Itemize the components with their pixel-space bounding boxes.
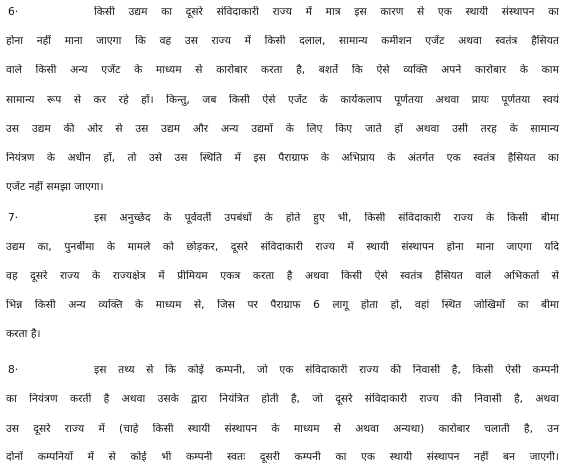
paragraph-6-line-5: उस उद्यम की ओर से उस उद्यम और अन्य उद्यमों के लिए किए जाते हों अथवा उसी तरह के सामान्य [6,123,559,135]
paragraph-6-line-7: एजेंट नहीं समझा जाएगा। [6,181,104,193]
paragraph-6-line-6: नियंत्रण के अधीन हों, तो उसे उस स्थिति में इस पैराग्राफ के अभिप्राय के अंतर्गत एक स्वतंत्र हैसियत का [6,152,559,164]
paragraph-6-line-2: होना नहीं माना जाएगा कि वह उस राज्य में किसी दलाल, सामान्य कमीशन एजेंट अथवा स्वतंत्र हैसियत [6,35,559,47]
paragraph-8-line-3: उस दूसरे राज्य में (चाहे किसी स्थायी संस्थापन के माध्यम से अथवा अन्यथा) कारोबार चलाती है, उन [6,423,559,435]
paragraph-number-8: 8· [8,364,19,376]
paragraph-7-line-2: उद्यम का, पुनर्बीमा के मामले को छोड़कर, दूसरे संविदाकारी राज्य में स्थायी संस्थापन होना माना जाएगा यदि [6,241,559,253]
paragraph-number-7: 7· [8,212,19,224]
paragraph-7-line-4: भिन्न किसी अन्य व्यक्ति के माध्यम से, जिस पर पैराग्राफ 6 लागू होता हो, वहां स्थित जोखिमों का बीमा [6,299,559,311]
paragraph-8-line-1: इस तथ्य से कि कोई कम्पनी, जो एक संविदाकारी राज्य की निवासी है, किसी ऐसी कम्पनी [94,364,559,376]
paragraph-7-line-3: वह दूसरे राज्य के राज्यक्षेत्र में प्रीमियम एकत्र करता है अथवा किसी ऐसे स्वतंत्र हैसियत वाले अभिकर्ता से [6,270,559,282]
paragraph-8-line-2: का नियंत्रण करती है अथवा उसके द्वारा नियंत्रित होती है, जो दूसरे संविदाकारी राज्य की निवासी है, अथवा [6,393,559,405]
paragraph-number-6: 6· [8,6,19,18]
paragraph-7-line-5: करता है। [6,328,41,340]
paragraph-8-line-4: दोनों कम्पनियों में से कोई भी कम्पनी स्वतः दूसरी कम्पनी का एक स्थायी संस्थापन नहीं बन जाएगी। [6,451,559,463]
paragraph-6-line-4: सामान्य रूप से कर रहे हों। किन्तु, जब किसी ऐसे एजेंट के कार्यकलाप पूर्णतया अथवा प्रायः पूर्णतया स्वयं [6,94,559,106]
paragraph-6-line-3: वाले किसी अन्य एजेंट के माध्यम से कारोबार करता है, बशर्ते कि ऐसे व्यक्ति अपने कारोबार के काम [6,64,559,76]
paragraph-6-line-1: किसी उद्यम का दूसरे संविदाकारी राज्य में मात्र इस कारण से एक स्थायी संस्थापन का [94,6,559,18]
paragraph-7-line-1: इस अनुच्छेद के पूर्ववर्ती उपबंधों के होते हुए भी, किसी संविदाकारी राज्य के किसी बीमा [94,212,559,224]
